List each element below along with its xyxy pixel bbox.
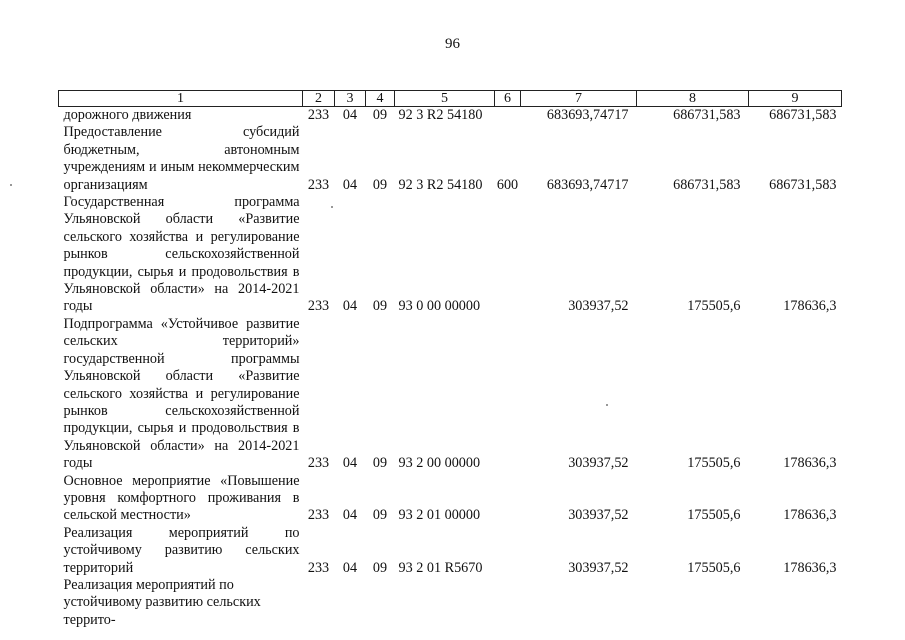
table-row bbox=[59, 124, 842, 194]
row-name: Подпрограмма «Устойчивое развитие сельских территорий» государственной программы Ульяновской области «Развитие сельского хозяйства и регулирование рынков сельскохозяйственной продукции, сырья и продовольствия в Ульяновской области» на 2014-2021 годы bbox=[63, 315, 300, 472]
row-col-7: 303937,52 bbox=[568, 455, 629, 472]
row-col-9: 686731,583 bbox=[769, 107, 837, 123]
row-col-4: 09 bbox=[372, 298, 388, 315]
row-col-3: 04 bbox=[342, 298, 358, 315]
row-col-3: 04 bbox=[342, 455, 358, 472]
row-col-2: 233 bbox=[307, 176, 330, 193]
row-col-3: 04 bbox=[342, 559, 358, 576]
page-number: 96 bbox=[445, 36, 460, 52]
row-name: Предоставление субсидий бюджетным, автономным учреждениям и иным некоммерческим организациям bbox=[63, 124, 300, 193]
row-name: Государственная программа Ульяновской области «Развитие сельского хозяйства и регулирование рынков сельскохозяйственной продукции, сырья и продовольствия в Ульяновской области» на 2014-2021 годы bbox=[63, 194, 300, 315]
row-col-5: 92 3 R2 54180 bbox=[398, 107, 483, 123]
row-col-9: 178636,3 bbox=[783, 559, 837, 576]
row-col-7: 303937,52 bbox=[568, 559, 629, 576]
header-col-1: 1 bbox=[59, 91, 303, 107]
row-name: Основное мероприятие «Повышение уровня комфортного проживания в сельской местности» bbox=[63, 472, 300, 524]
row-name: дорожного движения bbox=[63, 107, 192, 123]
row-col-2 bbox=[303, 577, 335, 629]
row-col-5: 93 2 00 00000 bbox=[398, 455, 481, 472]
row-col-8: 175505,6 bbox=[687, 298, 741, 315]
row-col-7: 303937,52 bbox=[568, 298, 629, 315]
header-col-7: 7 bbox=[521, 91, 637, 107]
header-col-6: 6 bbox=[495, 91, 521, 107]
row-name: Реализация мероприятий по устойчивому развитию сельских террито- bbox=[63, 576, 261, 628]
row-col-9: 178636,3 bbox=[783, 507, 837, 524]
row-col-6: 600 bbox=[496, 176, 519, 193]
row-col-3: 04 bbox=[342, 176, 358, 193]
table-row bbox=[59, 473, 842, 525]
budget-table bbox=[58, 90, 842, 629]
row-col-4: 09 bbox=[372, 559, 388, 576]
table-row bbox=[59, 194, 842, 316]
row-col-6 bbox=[495, 107, 521, 125]
table-row bbox=[59, 577, 842, 629]
row-col-4: 09 bbox=[372, 507, 388, 524]
row-col-8: 686731,583 bbox=[673, 107, 741, 123]
row-col-7: 683693,74717 bbox=[546, 176, 629, 193]
row-col-9: 178636,3 bbox=[783, 455, 837, 472]
table-row bbox=[59, 316, 842, 473]
header-row bbox=[59, 91, 842, 107]
row-col-9: 178636,3 bbox=[783, 298, 837, 315]
header-col-4: 4 bbox=[366, 91, 395, 107]
row-col-6 bbox=[495, 473, 521, 525]
table-row bbox=[59, 107, 842, 125]
row-col-3 bbox=[335, 577, 366, 629]
row-col-6 bbox=[495, 316, 521, 473]
row-col-5: 93 2 01 00000 bbox=[398, 507, 481, 524]
row-name: Реализация мероприятий по устойчивому развитию сельских территорий bbox=[63, 524, 300, 576]
row-col-5 bbox=[395, 577, 495, 629]
row-col-9 bbox=[749, 577, 842, 629]
table-header bbox=[59, 91, 842, 107]
header-col-5: 5 bbox=[395, 91, 495, 107]
row-col-6 bbox=[495, 577, 521, 629]
row-col-8: 175505,6 bbox=[687, 559, 741, 576]
row-col-8: 175505,6 bbox=[687, 507, 741, 524]
row-col-2: 233 bbox=[307, 107, 330, 123]
scan-speck bbox=[10, 184, 12, 186]
row-col-4: 09 bbox=[372, 176, 388, 193]
row-col-8: 686731,583 bbox=[673, 176, 741, 193]
row-col-4 bbox=[366, 577, 395, 629]
header-col-3: 3 bbox=[335, 91, 366, 107]
row-col-7: 303937,52 bbox=[568, 507, 629, 524]
row-col-3: 04 bbox=[342, 107, 358, 123]
header-col-9: 9 bbox=[749, 91, 842, 107]
scan-speck bbox=[606, 404, 608, 406]
row-col-2: 233 bbox=[307, 507, 330, 524]
row-col-2: 233 bbox=[307, 559, 330, 576]
row-col-8: 175505,6 bbox=[687, 455, 741, 472]
scan-speck bbox=[331, 206, 333, 208]
row-col-2: 233 bbox=[307, 298, 330, 315]
header-col-8: 8 bbox=[637, 91, 749, 107]
row-col-7 bbox=[521, 577, 637, 629]
row-col-8 bbox=[637, 577, 749, 629]
row-col-9: 686731,583 bbox=[769, 176, 837, 193]
table-row bbox=[59, 525, 842, 577]
row-col-2: 233 bbox=[307, 455, 330, 472]
table-body bbox=[59, 107, 842, 630]
row-col-6 bbox=[495, 525, 521, 577]
row-col-4: 09 bbox=[372, 455, 388, 472]
row-col-3: 04 bbox=[342, 507, 358, 524]
row-col-7: 683693,74717 bbox=[546, 107, 629, 123]
row-col-5: 92 3 R2 54180 bbox=[398, 176, 483, 193]
header-col-2: 2 bbox=[303, 91, 335, 107]
row-col-4: 09 bbox=[372, 107, 388, 123]
row-col-5: 93 2 01 R5670 bbox=[398, 559, 483, 576]
row-col-5: 93 0 00 00000 bbox=[398, 298, 481, 315]
row-col-6 bbox=[495, 194, 521, 316]
